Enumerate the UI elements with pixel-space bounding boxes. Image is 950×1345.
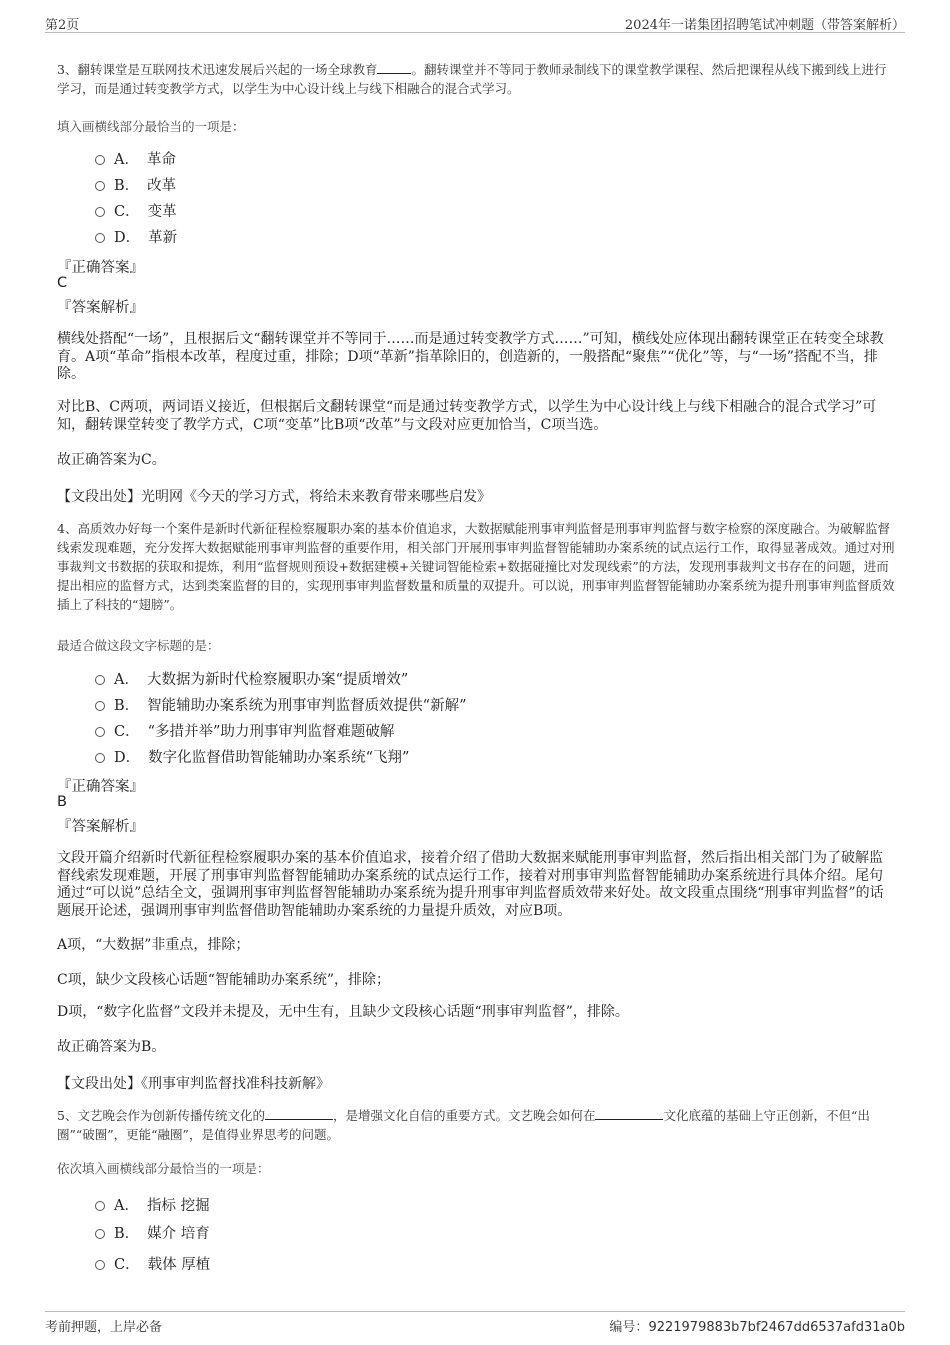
question-5-text: 5、文艺晚会作为创新传播传统文化的 ，是增强文化自信的重要方式。文艺晚会如何在 文化底蕴的基础上守正创新，不但“出圈”“破圈”，更能“融圈”，是值得业界思考的问题。 [57, 1108, 870, 1142]
option-b[interactable]: B． 改革 [95, 171, 177, 197]
radio-icon[interactable] [95, 1260, 105, 1270]
radio-icon[interactable] [95, 1201, 105, 1211]
option-b[interactable]: B． 智能辅助办案系统为刑事审判监督质效提供“新解” [95, 691, 466, 717]
option-d[interactable]: D． 数字化监督借助智能辅助办案系统“飞翔” [95, 743, 466, 769]
fill-blank [265, 1107, 333, 1120]
analysis-paragraph: C项，缺少文段核心话题“智能辅助办案系统”，排除； [57, 972, 391, 988]
question-5-prompt: 依次填入画横线部分最恰当的一项是： [57, 1161, 270, 1176]
footer-slogan: 考前押题，上岸必备 [45, 1320, 163, 1335]
option-b[interactable]: B． 媒介 培育 [95, 1218, 210, 1246]
radio-icon[interactable] [95, 701, 105, 711]
option-c[interactable]: C． 载体 厚植 [95, 1246, 210, 1280]
page-footer [45, 1311, 905, 1336]
question-4-options [95, 665, 466, 769]
option-c[interactable]: C． 变革 [95, 197, 177, 223]
radio-icon[interactable] [95, 1229, 105, 1239]
option-a[interactable]: A． 革命 [95, 145, 177, 171]
analysis-paragraph: 横线处搭配“一场”，且根据后文“翻转课堂并不等同于……而是通过转变教学方式……”可知，横线处应体现出翻转课堂正在转变全球教育。A项“革命”指根本改革，程度过重，排除；D项“革新”指革除旧的，创造新的，一般搭配“聚焦”“优化”等，与“一场”搭配不当，排除。 [57, 331, 884, 382]
answer-value: B [57, 794, 67, 810]
page-number: 第2页 [45, 18, 80, 33]
option-d[interactable]: D． 革新 [95, 223, 177, 249]
answer-value: C [57, 275, 68, 291]
answer-label: 『正确答案』 [57, 260, 144, 276]
option-a[interactable]: A． 大数据为新时代检察履职办案“提质增效” [95, 665, 466, 691]
question-4-prompt: 最适合做这段文字标题的是： [57, 638, 220, 653]
analysis-label: 『答案解析』 [57, 300, 144, 316]
option-a[interactable]: A． 指标 挖掘 [95, 1190, 210, 1218]
document-title: 2024年一诺集团招聘笔试冲刺题（带答案解析） [624, 18, 905, 33]
analysis-paragraph: A项，“大数据”非重点，排除； [57, 937, 250, 953]
radio-icon[interactable] [95, 181, 105, 191]
page-header [45, 12, 905, 33]
source-citation: 【文段出处】光明网《今天的学习方式，将给未来教育带来哪些启发》 [57, 489, 491, 505]
analysis-paragraph: 对比B、C两项，两词语义接近，但根据后文翻转课堂“而是通过转变教学方式，以学生为中心设计线上与线下相融合的混合式学习”可知，翻转课堂转变了教学方式，C项“变革”比B项“改革”与文段对应更加恰当，C项当选。 [57, 399, 877, 433]
analysis-paragraph: 文段开篇介绍新时代新征程检察履职办案的基本价值追求，接着介绍了借助大数据来赋能刑事审判监督，然后指出相关部门为了破解监督线索发现难题，开展了刑事审判监督智能辅助办案系统的试点运行工作，接着对刑事审判监督智能辅助办案系统进行具体介绍。尾句通过“可以说”总结全文，强调刑事审判监督智能辅助办案系统为提升刑事审判监督质效带来好处。故文段重点围绕“刑事审判监督”的话题展开论述，强调刑事审判监督借助智能辅助办案系统的力量提升质效，对应B项。 [57, 850, 884, 919]
option-c[interactable]: C． “多措并举”助力刑事审判监督难题破解 [95, 717, 466, 743]
document-code: 编号：9221979883b7bf2467dd6537afd31a0b [609, 1320, 905, 1335]
analysis-conclusion: 故正确答案为C。 [57, 452, 166, 468]
question-3-prompt: 填入画横线部分最恰当的一项是： [57, 119, 245, 134]
radio-icon[interactable] [95, 675, 105, 685]
question-5-options [95, 1190, 210, 1280]
analysis-label: 『答案解析』 [57, 819, 144, 835]
answer-label: 『正确答案』 [57, 779, 144, 795]
analysis-paragraph: D项，“数字化监督”文段并未提及，无中生有，且缺少文段核心话题“刑事审判监督”，排除。 [57, 1004, 629, 1020]
source-citation: 【文段出处】《刑事审判监督找准科技新解》 [57, 1076, 330, 1092]
radio-icon[interactable] [95, 753, 105, 763]
radio-icon[interactable] [95, 207, 105, 217]
fill-blank [377, 61, 411, 74]
radio-icon[interactable] [95, 727, 105, 737]
fill-blank [595, 1107, 663, 1120]
question-3-options [95, 145, 177, 249]
radio-icon[interactable] [95, 233, 105, 243]
question-3-text: 3、翻转课堂是互联网技术迅速发展后兴起的一场全球教育 。翻转课堂并不等同于教师录制线下的课堂教学课程、然后把课程从线下搬到线上进行学习，而是通过转变教学方式，以学生为中心设计线上与线下相融合的混合式学习。 [57, 62, 887, 96]
radio-icon[interactable] [95, 155, 105, 165]
analysis-conclusion: 故正确答案为B。 [57, 1039, 166, 1055]
question-4-text: 4、高质效办好每一个案件是新时代新征程检察履职办案的基本价值追求，大数据赋能刑事审判监督是刑事审判监督与数字检察的深度融合。为破解监督线索发现难题，充分发挥大数据赋能刑事审判监督的重要作用，相关部门开展刑事审判监督智能辅助办案系统的试点运行工作，取得显著成效。通过对刑事裁判文书数据的获取和提炼，利用“监督规则预设+数据建模+关键词智能检索+数据碰撞比对发现线索”的方法，发现刑事裁判文书存在的问题，进而提出相应的监督方式，达到类案监督的目的，实现刑事审判监督数量和质量的双提升。可以说，刑事审判监督智能辅助办案系统为提升刑事审判监督质效插上了科技的“翅膀”。 [57, 521, 895, 612]
